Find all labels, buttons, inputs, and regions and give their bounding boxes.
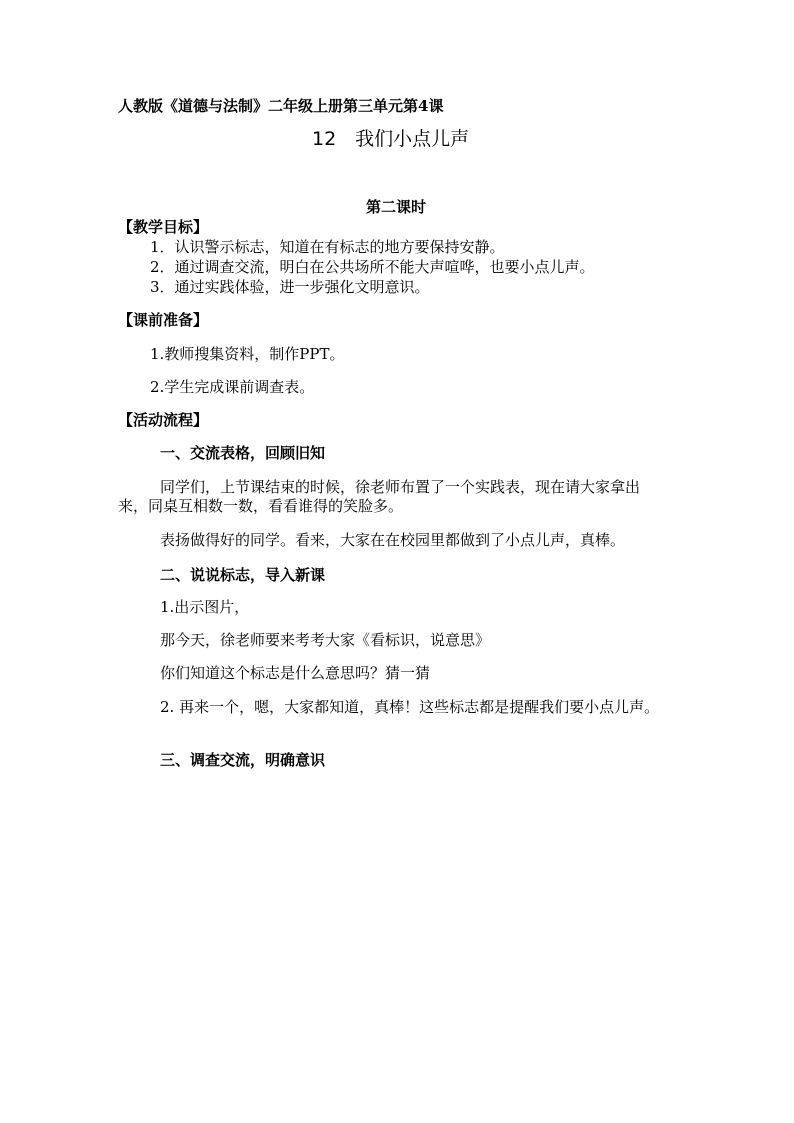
session-label: 第二课时 (366, 198, 427, 216)
step1-para1-line2: 来，同桌互相数一数，看看谁得的笑脸多。 (118, 497, 404, 515)
preparation-item-1: 1.教师搜集资料，制作PPT。 (150, 345, 345, 363)
step2-line1: 1.出示图片， (160, 598, 250, 616)
preparation-item-2: 2.学生完成课前调查表。 (150, 378, 315, 396)
step1-title: 一、交流表格，回顾旧知 (160, 444, 326, 462)
process-heading: 【活动流程】 (118, 411, 209, 429)
step1-para2: 表扬做得好的同学。看来，大家在在校园里都做到了小点儿声，真棒。 (160, 531, 626, 549)
objective-item-1: 1．认识警示标志，知道在有标志的地方要保持安静。 (150, 238, 505, 256)
objective-item-2: 2．通过调查交流，明白在公共场所不能大声喧哗，也要小点儿声。 (150, 258, 595, 276)
step2-title: 二、说说标志，导入新课 (160, 566, 326, 584)
objectives-heading: 【教学目标】 (118, 218, 209, 236)
course-line: 人教版《道德与法制》二年级上册第三单元第4课 (118, 97, 444, 115)
step1-para1-line1: 同学们，上节课结束的时候，徐老师布置了一个实践表，现在请大家拿出 (160, 478, 641, 496)
step2-line4: 2. 再来一个，嗯，大家都知道，真棒！这些标志都是提醒我们要小点儿声。 (160, 698, 660, 716)
objective-item-3: 3．通过实践体验，进一步强化文明意识。 (150, 278, 430, 296)
preparation-heading: 【课前准备】 (118, 311, 209, 329)
step2-line3: 你们知道这个标志是什么意思吗？猜一猜 (160, 664, 431, 682)
lesson-title: 12 我们小点儿声 (312, 128, 470, 150)
step2-line2: 那今天，徐老师要来考考大家《看标识，说意思》 (160, 631, 491, 649)
step3-title: 三、调查交流，明确意识 (160, 751, 326, 769)
